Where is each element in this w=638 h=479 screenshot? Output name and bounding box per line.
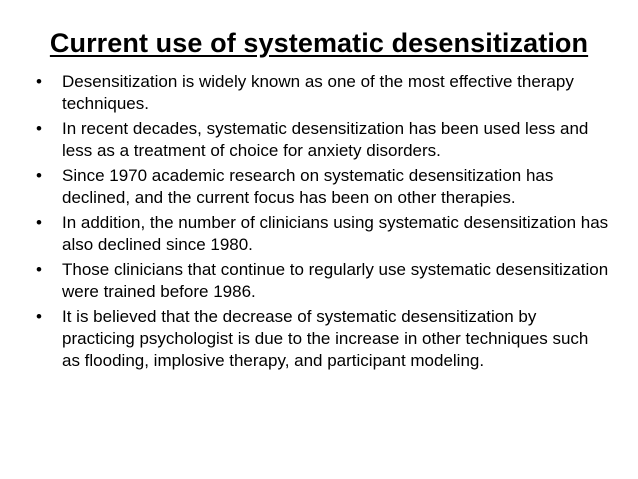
slide-title: Current use of systematic desensitization <box>49 28 589 58</box>
bullet-text: It is believed that the decrease of systematic desensitization by practicing psychologist is due to the increase in other techniques such as flooding, implosive therapy, and participant modeling. <box>62 307 589 370</box>
bullet-item <box>36 306 610 372</box>
bullet-text: Since 1970 academic research on systematic desensitization has declined, and the current focus has been on other therapies. <box>62 166 554 207</box>
bullet-icon: • <box>36 260 42 279</box>
bullet-icon: • <box>36 119 42 138</box>
bullet-item <box>36 118 610 162</box>
bullet-item <box>36 212 610 256</box>
bullet-icon: • <box>36 72 42 91</box>
bullet-icon: • <box>36 307 42 326</box>
bullet-item <box>36 259 610 303</box>
bullet-text: In addition, the number of clinicians using systematic desensitization has also declined since 1980. <box>62 213 609 254</box>
bullet-text: Those clinicians that continue to regularly use systematic desensitization were trained before 1986. <box>62 260 609 301</box>
bullet-item <box>36 71 610 115</box>
bullet-list <box>36 71 610 375</box>
bullet-text: In recent decades, systematic desensitization has been used less and less as a treatment of choice for anxiety disorders. <box>62 119 589 160</box>
bullet-item <box>36 165 610 209</box>
bullet-icon: • <box>36 166 42 185</box>
bullet-icon: • <box>36 213 42 232</box>
bullet-text: Desensitization is widely known as one of the most effective therapy techniques. <box>62 72 574 113</box>
